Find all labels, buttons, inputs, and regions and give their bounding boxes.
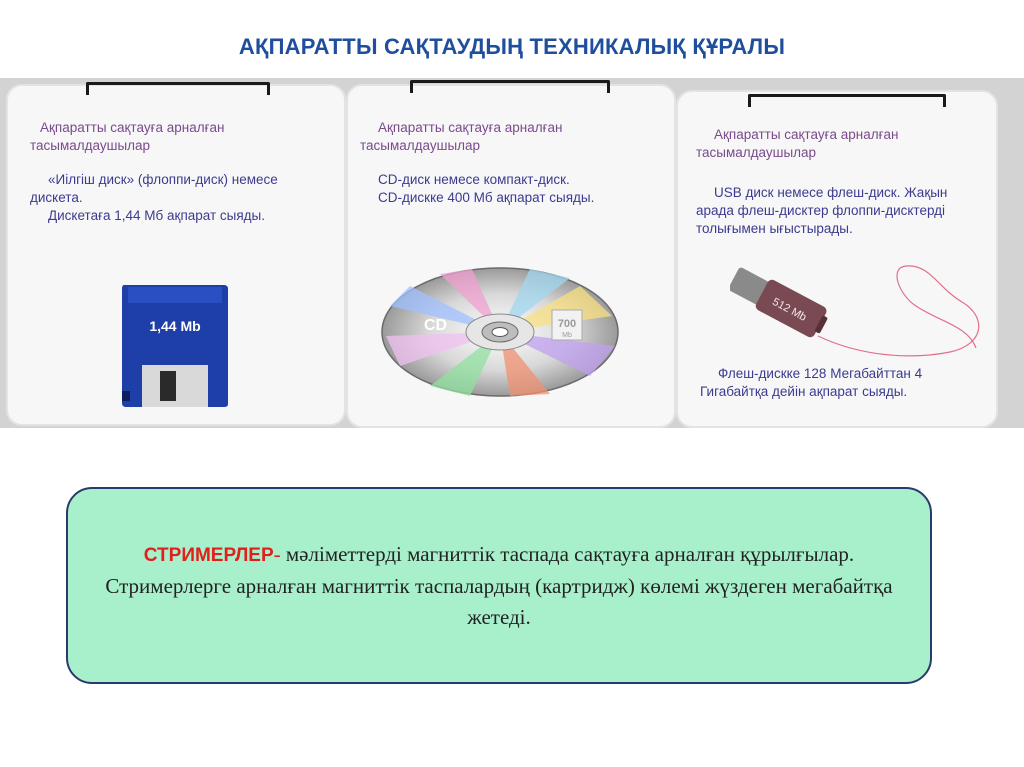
- clipboard-clip-icon: [748, 94, 946, 107]
- card-cd-line-2: CD-дискке 400 Мб ақпарат сыяды.: [378, 190, 595, 205]
- streamer-term: СТРИМЕРЛЕР: [143, 545, 274, 566]
- card-usb-footer-2: Гигабайтқа дейін ақпарат сыяды.: [700, 384, 908, 399]
- floppy-capacity-label: 1,44 Mb: [149, 318, 201, 334]
- card-usb-footer-1: Флеш-дискке 128 Мегабайттан 4: [718, 366, 923, 381]
- floppy-disk-icon: [120, 283, 230, 408]
- card-cd-heading-2: тасымалдаушылар: [360, 138, 481, 153]
- card-usb-heading-1: Ақпаратты сақтауға арналған: [714, 127, 899, 142]
- streamer-dash: -: [273, 542, 281, 566]
- cd-capacity-label: 700: [557, 318, 577, 330]
- card-floppy-heading-2: тасымалдаушылар: [30, 138, 151, 153]
- clipboard-clip-icon: [86, 82, 270, 95]
- compact-disc-icon: [380, 266, 620, 398]
- usb-capacity-label: 512 Mb: [770, 295, 809, 324]
- streamer-description: мәліметтерді магниттік таспада сақтауға арналған құрылғылар. Стримерлерге арналған магниттік таспалардың (картридж) көлемі жүздеген мегабайтқа жетеді.: [105, 542, 893, 629]
- clipboard-clip-icon: [410, 80, 610, 93]
- streamer-note-box: [66, 487, 932, 684]
- card-cd-heading-1: Ақпаратты сақтауға арналған: [378, 120, 563, 135]
- card-usb-heading-2: тасымалдаушылар: [696, 145, 817, 160]
- cd-label: CD: [424, 317, 448, 334]
- card-cd-text: [360, 119, 670, 207]
- card-usb-line-2: арада флеш-дисктер флоппи-дисктерді: [696, 203, 946, 218]
- card-usb-line-1: USB диск немесе флеш-диск. Жақын: [714, 185, 948, 200]
- slide-title: АҚПАРАТТЫ САҚТАУДЫҢ ТЕХНИКАЛЫҚ ҚҰРАЛЫ: [238, 34, 786, 59]
- card-floppy-heading-1: Ақпаратты сақтауға арналған: [40, 120, 225, 135]
- card-cd-line-1: CD-диск немесе компакт-диск.: [378, 172, 570, 187]
- card-usb-footer: [700, 365, 1000, 401]
- card-floppy-text: [30, 119, 340, 225]
- card-usb-line-3: толығымен ығыстырады.: [696, 221, 853, 236]
- usb-flash-drive-icon: [730, 256, 990, 368]
- cd-capacity-unit: Mb: [562, 332, 572, 339]
- card-floppy-line-2: дискета.: [30, 190, 83, 205]
- card-floppy-line-3: Дискетаға 1,44 Мб ақпарат сыяды.: [48, 208, 266, 223]
- card-usb-text: [696, 126, 1016, 238]
- card-floppy-line-1: «Иілгіш диск» (флоппи-диск) немесе: [48, 172, 278, 187]
- streamer-note-text: [88, 539, 910, 633]
